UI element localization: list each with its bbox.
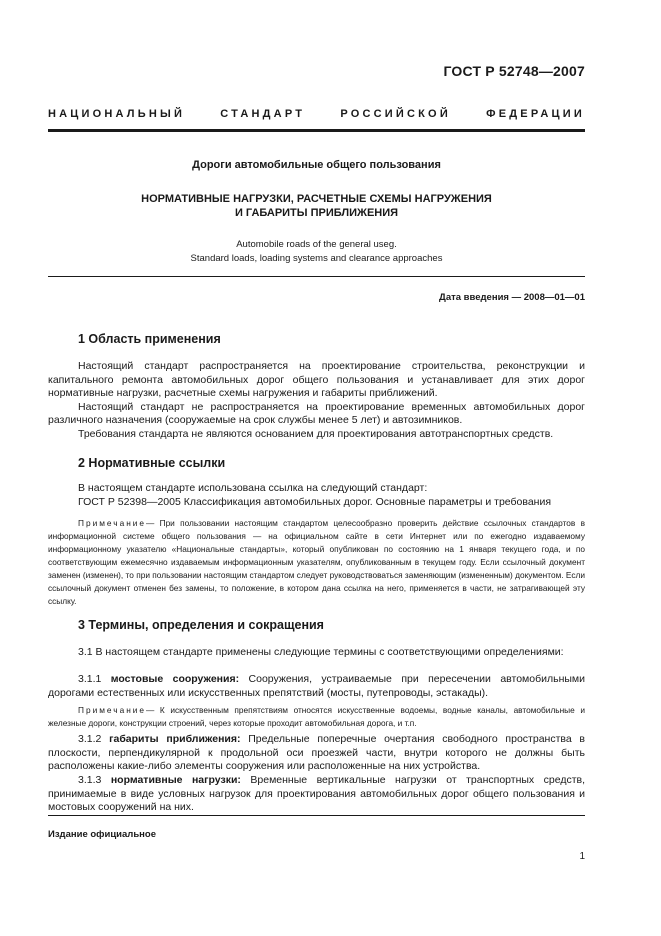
english-title-line-2: Standard loads, loading systems and clearance approaches bbox=[190, 253, 443, 264]
document-main-title bbox=[48, 192, 585, 220]
note-label: Примечание bbox=[78, 705, 147, 715]
section-3-note bbox=[48, 704, 585, 730]
english-title-line-1: Automobile roads of the general useg. bbox=[236, 239, 397, 250]
official-edition-label: Издание официальное bbox=[48, 829, 156, 840]
section-3-clause-3-1: 3.1 В настоящем стандарте применены следующие термины с соответствующими определениями: bbox=[78, 646, 564, 658]
term-clearance-approaches: габариты приближения: bbox=[109, 733, 241, 745]
section-2-note bbox=[48, 517, 585, 608]
definition-bridge-structures: 3.1.1 мостовые сооружения: Сооружения, устраиваемые при пересечении автомобильными дорогами естественных или искусственных препятствий (мосты, путепроводы, эстакады). bbox=[48, 673, 586, 699]
main-title-line-1: НОРМАТИВНЫЕ НАГРУЗКИ, РАСЧЕТНЫЕ СХЕМЫ НАГРУЖЕНИЯ bbox=[141, 193, 492, 205]
note-text: — К искусственным препятствиям относятся искусственные водоемы, водные каналы, автомобильные и железные дороги, конструкции строений, через которые проходит автомобильная дорога, и т.п. bbox=[48, 705, 585, 728]
section-1-heading: 1 Область применения bbox=[78, 332, 221, 346]
section-1-paragraph-3: Требования стандарта не являются основанием для проектирования автотранспортных средств. bbox=[78, 427, 554, 440]
page-number: 1 bbox=[579, 851, 585, 862]
header-divider bbox=[48, 129, 585, 132]
footer-divider bbox=[48, 815, 585, 816]
section-2-body bbox=[48, 482, 585, 509]
note-label: Примечание bbox=[78, 518, 147, 528]
main-title-line-2: И ГАБАРИТЫ ПРИБЛИЖЕНИЯ bbox=[234, 207, 399, 219]
definition-standard-loads: 3.1.3 нормативные нагрузки: Временные вертикальные нагрузки от транспортных средств, принимаемые в виде условных нагрузок для проектирования автомобильных дорог общего пользования и мостовых сооружений на них. bbox=[48, 774, 586, 814]
section-2-paragraph-1: В настоящем стандарте использована ссылка на следующий стандарт: bbox=[78, 482, 428, 494]
reference-gost-52398: ГОСТ Р 52398—2005 Классификация автомобильных дорог. Основные параметры и требования bbox=[78, 495, 552, 508]
definition-clearance-approaches: 3.1.2 габариты приближения: Предельные поперечные очертания свободного пространства в плоскости, перпендикулярной к продольной оси проезжей части, внутри которого не должны быть расположены какие-либо элементы сооружения или расположенные на них устройства. bbox=[48, 733, 586, 773]
standard-type-title: НАЦИОНАЛЬНЫЙ СТАНДАРТ РОССИЙСКОЙ ФЕДЕРАЦИИ bbox=[48, 108, 585, 120]
section-2-heading: 2 Нормативные ссылки bbox=[78, 456, 226, 470]
introduction-date: Дата введения — 2008—01—01 bbox=[439, 292, 585, 303]
document-number: ГОСТ Р 52748—2007 bbox=[443, 63, 585, 79]
term-standard-loads: нормативные нагрузки: bbox=[110, 774, 241, 786]
document-subject: Дороги автомобильные общего пользования bbox=[192, 159, 441, 171]
title-divider bbox=[48, 276, 585, 277]
english-title bbox=[48, 238, 585, 266]
section-1-paragraph-1: Настоящий стандарт распространяется на проектирование строительства, реконструкции и капитального ремонта автомобильных дорог общего пользования и устанавливает для этих дорог нормативные нагрузки, расчетные схемы нагружения и габариты приближений. bbox=[48, 360, 585, 400]
section-1-body bbox=[48, 360, 585, 442]
section-3-heading: 3 Термины, определения и сокращения bbox=[78, 618, 324, 632]
term-bridge-structures: мостовые сооружения: bbox=[110, 673, 240, 685]
note-text: — При пользовании настоящим стандартом целесообразно проверить действие ссылочных стандартов в информационной системе общего пользования — на официальном сайте в сети Интернет или по ежегодно издаваемому информационному указателю «Национальные стандарты», который опубликован по состоянию на 1 января текущего года, и по соответствующим ежемесячно издаваемым информационным указателям, опубликованным в текущем году. Если ссылочный документ заменен (изменен), то при пользовании настоящим стандартом следует руководствоваться заменяющим (измененным) документом. Если ссылочный документ отменен без замены, то положение, в котором дана ссылка на него, применяется в части, не затрагивающей эту ссылку. bbox=[48, 518, 585, 606]
section-1-paragraph-2: Настоящий стандарт не распространяется на проектирование временных автомобильных дорог различного назначения (сооружаемые на срок службы менее 5 лет) и автозимников. bbox=[48, 400, 585, 427]
